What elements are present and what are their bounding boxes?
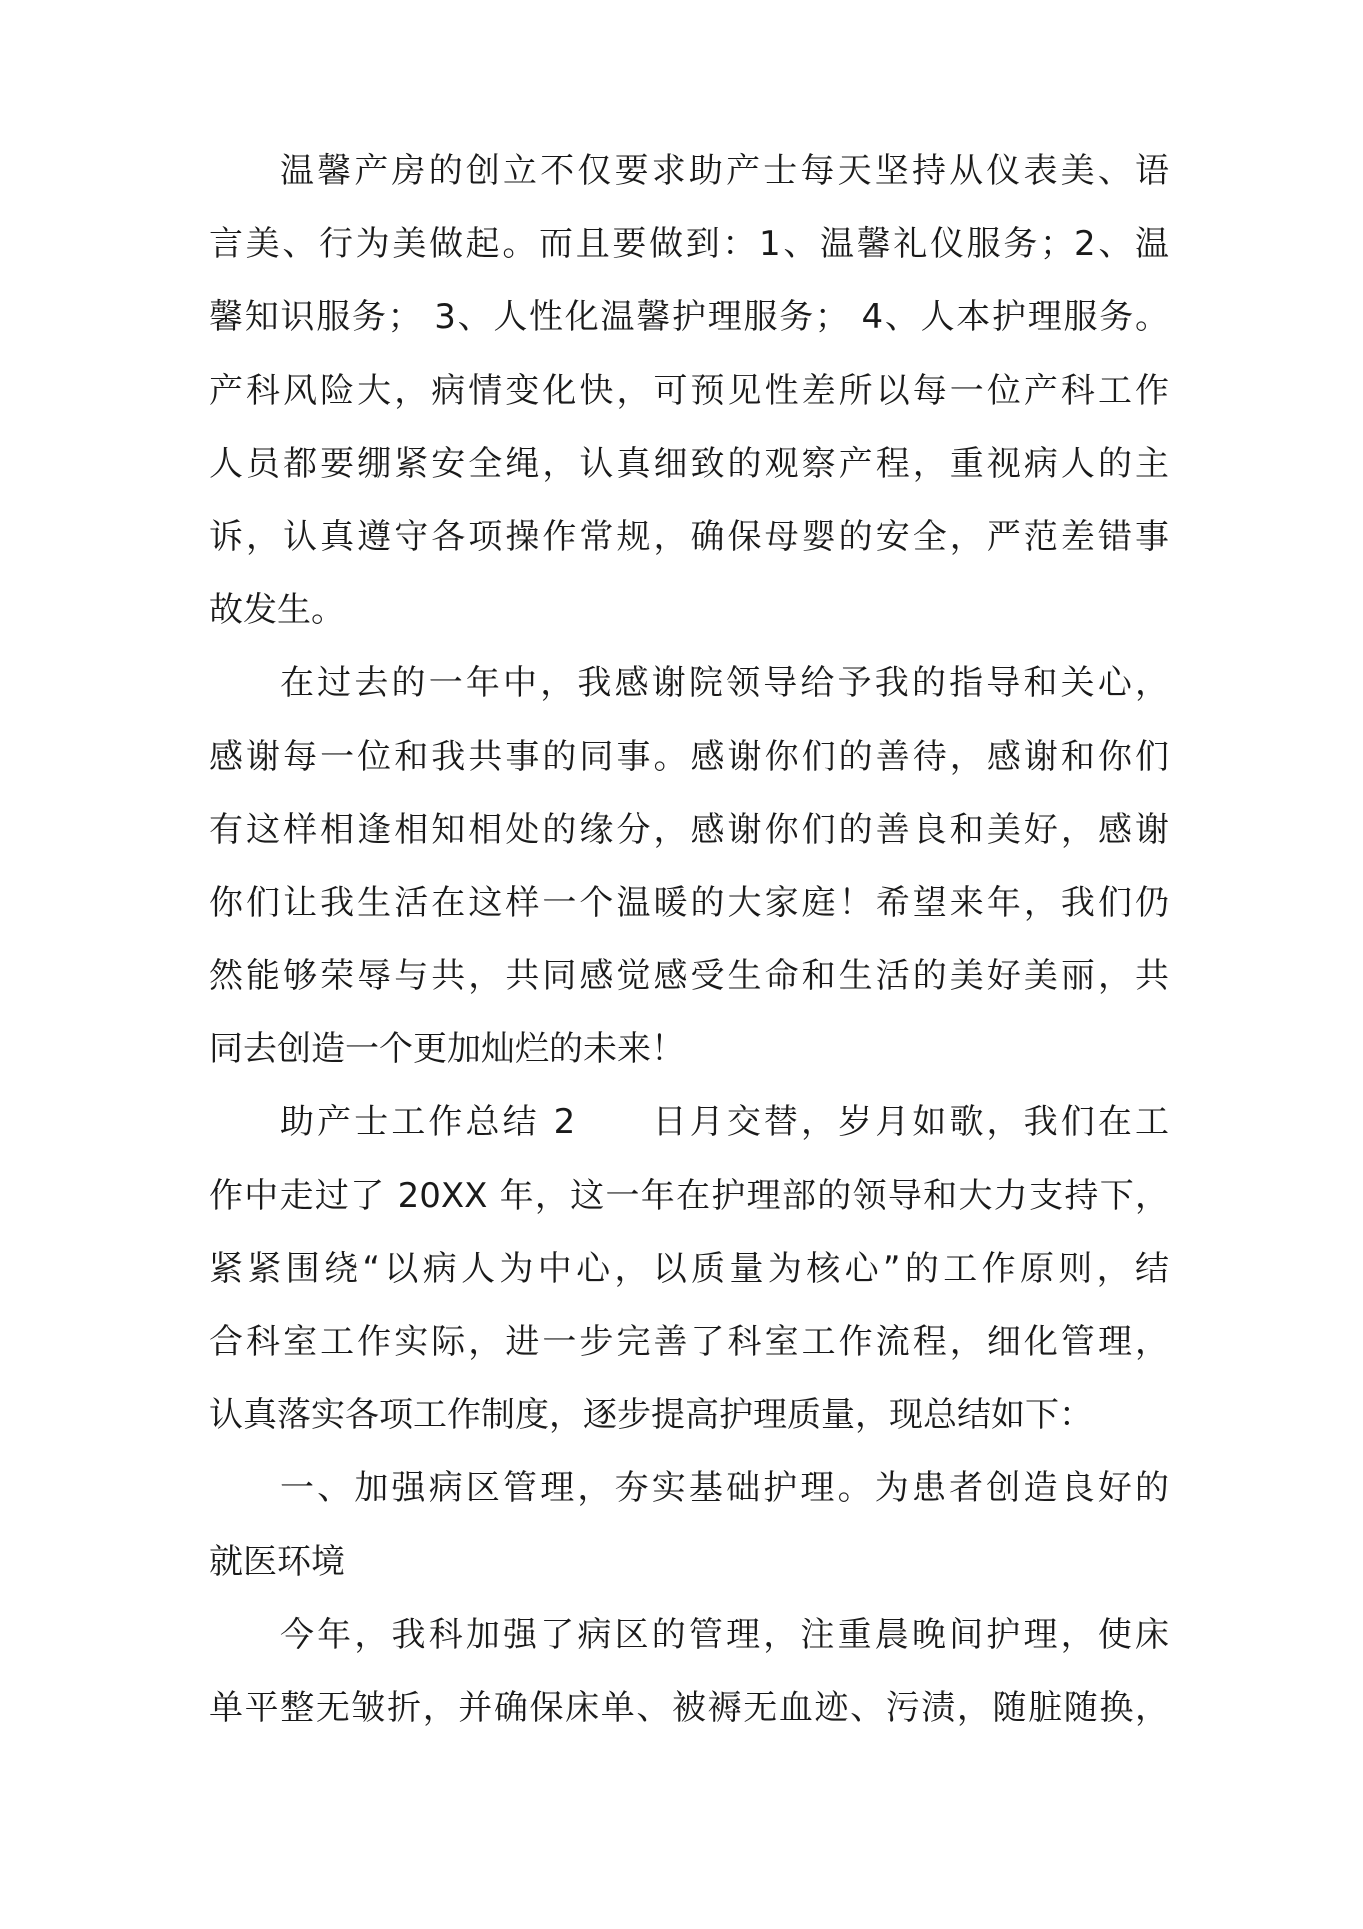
- text-line: 馨知识服务； 3、人性化温馨护理服务； 4、人本护理服务。: [209, 297, 1169, 338]
- text-line: 助产士工作总结 2 日月交替，岁月如歌，我们在工: [280, 1102, 1169, 1143]
- paragraph-1-line-7: [209, 574, 1169, 647]
- text-line: 言美、行为美做起。而且要做到：1、温馨礼仪服务；2、温: [209, 224, 1169, 265]
- paragraph-1-line-1: [209, 135, 1169, 208]
- paragraph-5-line-2: [209, 1672, 1169, 1745]
- text-line: 认真落实各项工作制度，逐步提高护理质量，现总结如下：: [209, 1395, 1093, 1436]
- paragraph-2-line-4: [209, 867, 1169, 940]
- text-line: 同去创造一个更加灿烂的未来！: [209, 1029, 685, 1070]
- text-line: 温馨产房的创立不仅要求助产士每天坚持从仪表美、语: [280, 151, 1169, 191]
- paragraph-2-line-2: [209, 721, 1169, 794]
- text-line: 诉，认真遵守各项操作常规，确保母婴的安全，严范差错事: [209, 516, 1169, 557]
- paragraph-1-line-5: [209, 428, 1169, 501]
- text-line: 紧紧围绕“以病人为中心，以质量为核心”的工作原则，结: [209, 1248, 1169, 1289]
- paragraph-3-line-3: [209, 1233, 1169, 1306]
- paragraph-2-line-6: [209, 1013, 1169, 1086]
- text-line: 故发生。: [209, 590, 345, 631]
- text-line: 合科室工作实际，进一步完善了科室工作流程，细化管理，: [209, 1322, 1169, 1362]
- text-line: 感谢每一位和我共事的同事。感谢你们的善待，感谢和你们: [209, 736, 1169, 777]
- paragraph-4-line-1: [209, 1452, 1169, 1525]
- text-line: 今年，我科加强了病区的管理，注重晨晚间护理，使床: [280, 1614, 1169, 1655]
- paragraph-3-line-5: [209, 1379, 1169, 1452]
- paragraph-1-line-2: [209, 208, 1169, 281]
- text-line: 在过去的一年中，我感谢院领导给予我的指导和关心，: [280, 663, 1169, 704]
- text-line: 一、加强病区管理，夯实基础护理。为患者创造良好的: [280, 1468, 1169, 1509]
- paragraph-3-line-2: [209, 1160, 1169, 1233]
- paragraph-2-line-3: [209, 794, 1169, 867]
- text-line: 产科风险大，病情变化快，可预见性差所以每一位产科工作: [209, 370, 1169, 411]
- text-line: 有这样相逢相知相处的缘分，感谢你们的善良和美好，感谢: [209, 809, 1169, 850]
- text-line: 人员都要绷紧安全绳，认真细致的观察产程，重视病人的主: [209, 443, 1169, 484]
- text-line: 就医环境: [209, 1541, 345, 1582]
- text-line: 单平整无皱折，并确保床单、被褥无血迹、污渍，随脏随换，: [209, 1687, 1169, 1728]
- paragraph-3-line-4: [209, 1306, 1169, 1379]
- paragraph-3-line-1: [209, 1086, 1169, 1159]
- paragraph-4-line-2: [209, 1526, 1169, 1599]
- paragraph-2-line-5: [209, 940, 1169, 1013]
- paragraph-1-line-3: [209, 281, 1169, 354]
- paragraph-1-line-6: [209, 501, 1169, 574]
- text-line: 作中走过了 20XX 年，这一年在护理部的领导和大力支持下，: [209, 1175, 1169, 1216]
- body-text: [209, 135, 1169, 1745]
- paragraph-5-line-1: [209, 1599, 1169, 1672]
- text-line: 然能够荣辱与共，共同感觉感受生命和生活的美好美丽，共: [209, 956, 1169, 997]
- text-line: 你们让我生活在这样一个温暖的大家庭！希望来年，我们仍: [209, 882, 1169, 923]
- paragraph-1-line-4: [209, 355, 1169, 428]
- paragraph-2-line-1: [209, 647, 1169, 720]
